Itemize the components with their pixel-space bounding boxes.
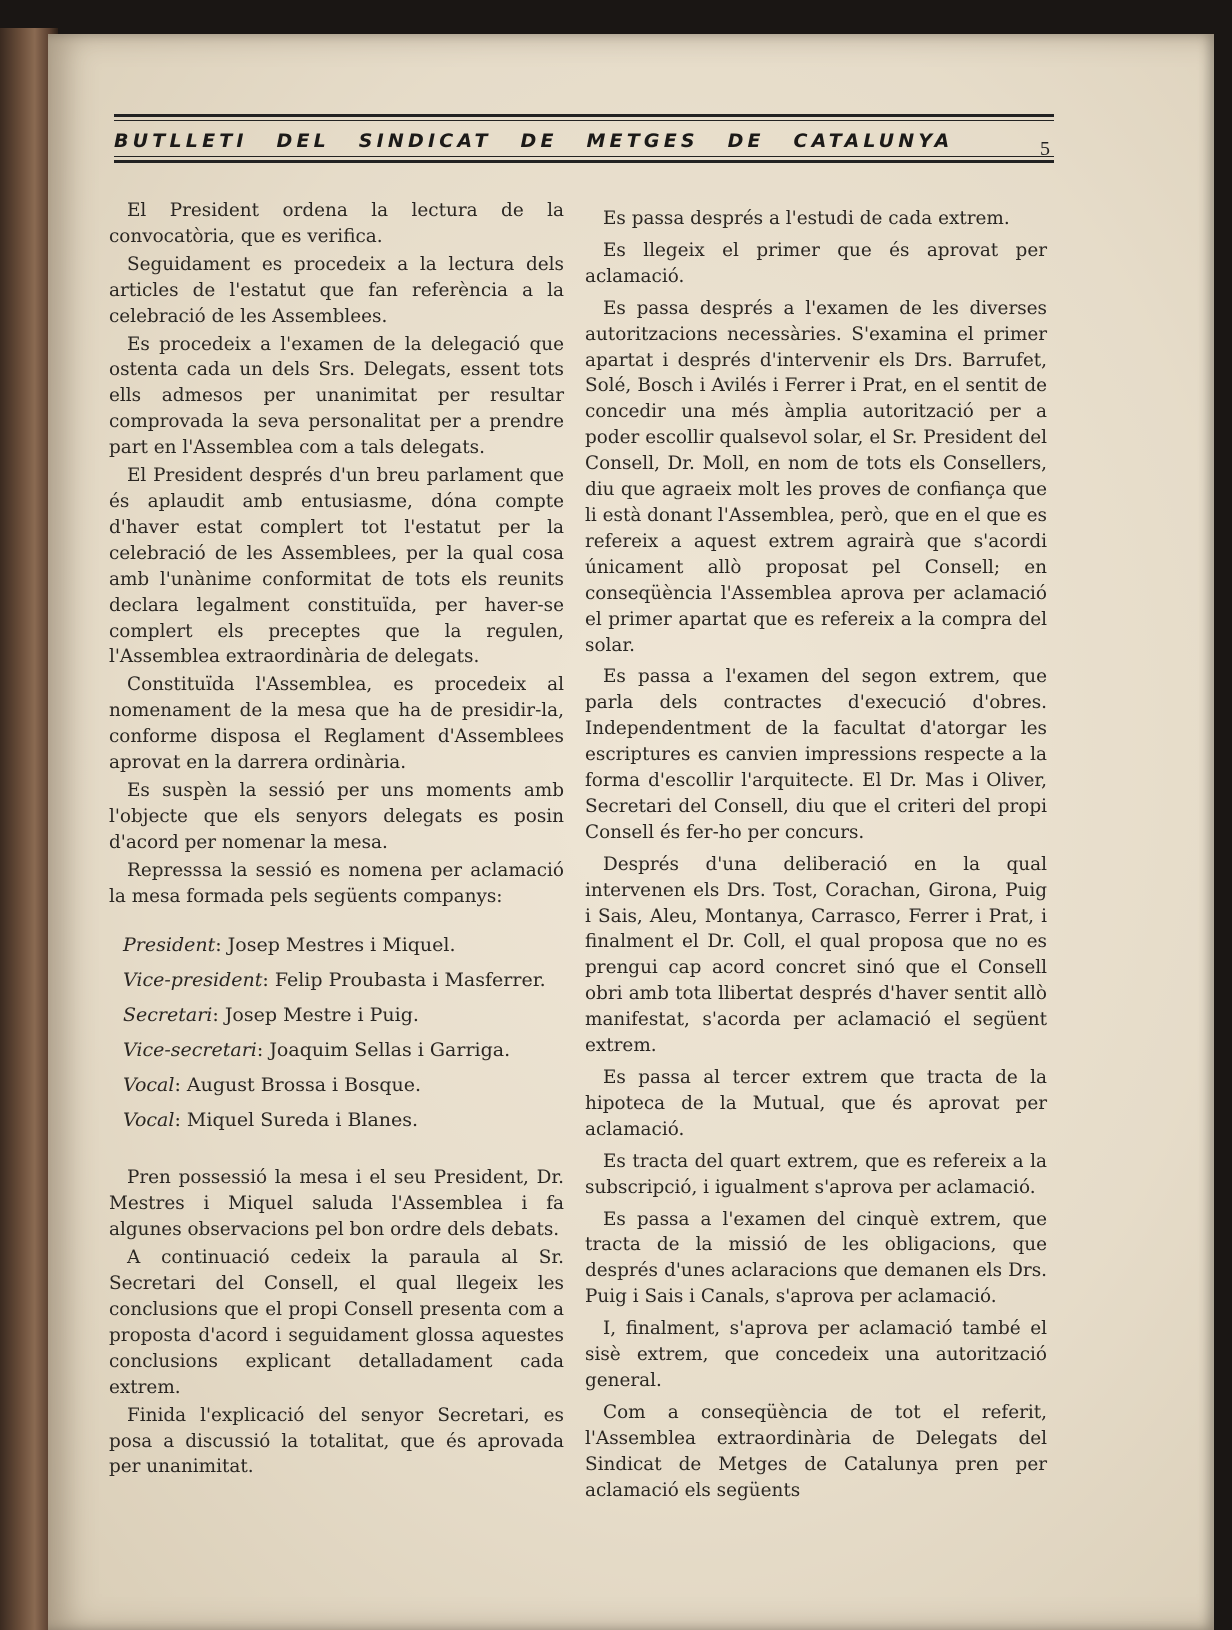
paragraph: Es passa després a l'examen de les diverses autoritzacions necessàries. S'examina el primer apartat i després d'intervenir els Drs. Barrufet, Solé, Bosch i Avilés i Ferrer i Prat, en el sentit de concedir una més àmplia autorització per a poder escollir qualsevol solar, el Sr. President del Consell, Dr. Moll, en nom de tots els Consellers, diu que agraeix molt les proves de confiança que li està donant l'Assemblea, però, que en el que es refereix a aquest extrem agrairà que s'acordi únicament allò proposat pel Consell; en conseqüència l'Assemblea aprova per aclamació el primer apartat que es refereix a la compra del solar.: [585, 297, 1047, 656]
paragraph: Es passa a l'examen del cinquè extrem, que tracta de la missió de les obligacions, que després d'unes aclaracions que demanen els Drs. Puig i Sais i Canals, s'aprova per aclamació.: [585, 1208, 1047, 1308]
officer-role: Vice-secretari: [123, 1039, 257, 1062]
paragraph: Constituïda l'Assemblea, es procedeix al nomenament de la mesa que ha de presidir-la, conforme disposa el Reglament d'Assemblees aprovat en la darrera ordinària.: [109, 674, 564, 774]
officer-name: Miquel Sureda i Blanes.: [186, 1109, 419, 1132]
page-number: 5: [1040, 138, 1050, 160]
left-column: [109, 198, 564, 1482]
officer-entry: Vice-secretari: Joaquim Sellas i Garriga.: [123, 1039, 511, 1062]
officer-name: August Brossa i Bosque.: [186, 1074, 422, 1097]
paragraph: Finida l'explicació del senyor Secretari, es posa a discussió la totalitat, que és aprovada per unanimitat.: [109, 1404, 564, 1478]
paragraph: Seguidament es procedeix a la lectura dels articles de l'estatut que fan referència a la celebració de les Assemblees.: [109, 253, 564, 327]
officer-name: Josep Mestre i Puig.: [224, 1004, 419, 1027]
paragraph: Es passa al tercer extrem que tracta de la hipoteca de la Mutual, que és aprovat per aclamació.: [585, 1067, 1047, 1140]
officer-role: Vice-president: [123, 969, 263, 992]
paragraph: Es llegeix el primer que és aprovat per aclamació.: [585, 239, 1047, 287]
paragraph: Es passa a l'examen del segon extrem, que parla dels contractes d'execució d'obres. Independentment de la facultat d'atorgar les escriptures es canvien impressions respecte a la forma d'escollir l'arquitecte. El Dr. Mas i Oliver, Secretari del Consell, diu que el criteri del propi Consell és fer-ho per concurs.: [585, 666, 1047, 843]
running-header: [114, 110, 1054, 166]
officers-list: [123, 933, 564, 1135]
officer-role: Vocal: [123, 1109, 175, 1132]
officer-entry: President: Josep Mestres i Miquel.: [123, 934, 456, 957]
header-rule-bottom: [114, 160, 1054, 163]
officer-entry: Vocal: August Brossa i Bosque.: [123, 1074, 422, 1097]
paragraph: A continuació cedeix la paraula al Sr. Secretari del Consell, el qual llegeix les conclusions que el propi Consell presenta com a proposta d'acord i seguidament glossa aquestes conclusions explicant detalladament cada extrem.: [109, 1247, 564, 1398]
paragraph: Es suspèn la sessió per uns moments amb l'objecte que els senyors delegats es posin d'acord per nomenar la mesa.: [109, 779, 564, 853]
officer-entry: Secretari: Josep Mestre i Puig.: [123, 1004, 419, 1027]
officer-role: Vocal: [123, 1074, 175, 1097]
header-title: BUTLLETI DEL SINDICAT DE METGES DE CATALUNYA: [114, 130, 954, 152]
paragraph: Represssa la sessió es nomena per aclamació la mesa formada pels següents companys:: [109, 859, 564, 907]
officer-role: President: [123, 934, 216, 957]
header-rule-bottom-thin: [114, 156, 1054, 157]
officer-entry: Vocal: Miquel Sureda i Blanes.: [123, 1109, 419, 1132]
paragraph: Com a conseqüència de tot el referit, l'Assemblea extraordinària de Delegats del Sindicat de Metges de Catalunya pren per aclamació els següents: [585, 1401, 1047, 1501]
officer-name: Joaquim Sellas i Garriga.: [269, 1039, 511, 1062]
header-rule-top-thin: [114, 120, 1054, 121]
officer-entry: Vice-president: Felip Proubasta i Masferrer.: [123, 969, 546, 992]
paragraph: Es procedeix a l'examen de la delegació que ostenta cada un dels Srs. Delegats, essent tots ells admesos per unanimitat per resultar comprovada la seva personalitat per a prendre part en l'Assemblea com a tals delegats.: [109, 333, 564, 459]
officer-name: Felip Proubasta i Masferrer.: [274, 969, 546, 992]
right-column: [585, 206, 1047, 1510]
paragraph: El President després d'un breu parlament que és aplaudit amb entusiasme, dóna compte d'haver estat complert tot l'estatut per la celebració de les Assemblees, per la qual cosa amb l'unànime conformitat de tots els reunits declara legalment constituïda, per haver-se complert els preceptes que la regulen, l'Assemblea extraordinària de delegats.: [109, 465, 564, 668]
header-rule-top: [114, 114, 1054, 117]
officer-name: Josep Mestres i Miquel.: [227, 934, 456, 957]
paragraph: Després d'una deliberació en la qual intervenen els Drs. Tost, Corachan, Girona, Puig i Sais, Aleu, Montanya, Carrasco, Ferrer i Prat, i finalment el Dr. Coll, el qual proposa que no es prengui cap acord concret sinó que el Consell obri amb tota llibertat després d'haver sentit allò manifestat, s'acorda per aclamació el següent extrem.: [585, 853, 1047, 1057]
officer-role: Secretari: [123, 1004, 213, 1027]
paragraph: Es passa després a l'estudi de cada extrem.: [603, 208, 1010, 229]
paragraph: Pren possessió la mesa i el seu President, Dr. Mestres i Miquel saluda l'Assemblea i fa algunes observacions pel bon ordre dels debats.: [109, 1167, 564, 1241]
paragraph: El President ordena la lectura de la convocatòria, que es verifica.: [109, 200, 564, 247]
paragraph: I, finalment, s'aprova per aclamació també el sisè extrem, que concedeix una autorització general.: [585, 1318, 1047, 1391]
paragraph: Es tracta del quart extrem, que es refereix a la subscripció, i igualment s'aprova per aclamació.: [585, 1150, 1047, 1198]
